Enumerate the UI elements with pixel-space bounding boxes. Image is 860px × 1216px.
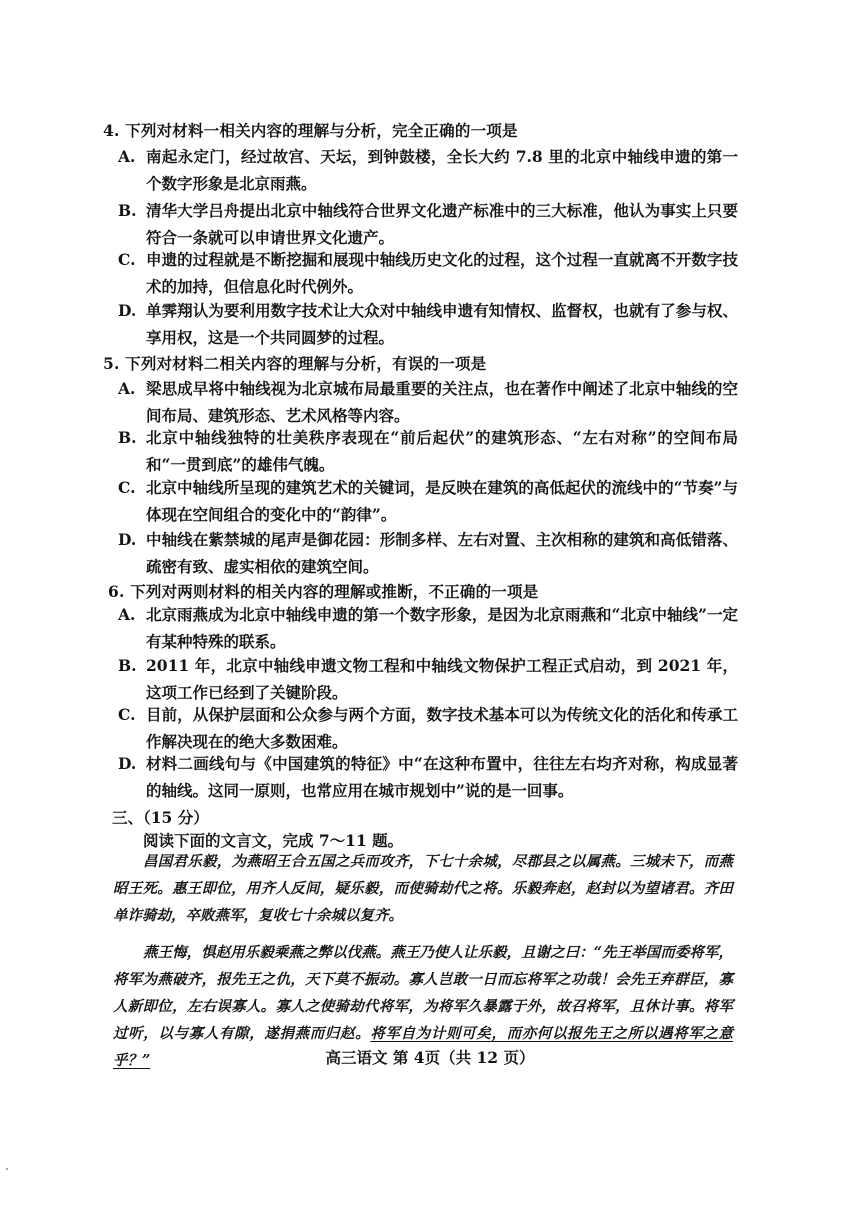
option-label: A. — [118, 147, 136, 166]
option-text: 申遗的过程就是不断挖掘和展现中轴线历史文化的过程，这个过程一直就离不开数字技术的加持，但信息化时代例外。 — [146, 250, 738, 296]
option-text: 清华大学吕舟提出北京中轴线符合世界文化遗产标准中的三大标准，他认为事实上只要符合一条就可以申请世界文化遗产。 — [146, 201, 738, 247]
question-4-option-b[interactable] — [118, 197, 738, 251]
option-label: B. — [118, 656, 137, 675]
option-text: 北京雨燕成为北京中轴线申遗的第一个数字形象，是因为北京雨燕和“北京中轴线”一定有某种特殊的联系。 — [146, 605, 738, 651]
question-6-stem: 6. 下列对两则材料的相关内容的理解或推断，不正确的一项是 — [108, 582, 539, 601]
question-5-option-b[interactable] — [118, 424, 738, 478]
option-label: D. — [118, 301, 137, 320]
underlined-sentence: 将军自为计则可矣，而亦何以报先王之所以遇将军之意乎？” — [113, 1025, 734, 1069]
question-5-option-c[interactable] — [118, 474, 738, 528]
option-label: D. — [118, 754, 137, 773]
option-text: 梁思成早将中轴线视为北京城布局最重要的关注点，也在著作中阐述了北京中轴线的空间布局、建筑形态、艺术风格等内容。 — [146, 379, 738, 425]
option-label: C. — [118, 478, 136, 497]
question-6-option-b[interactable] — [118, 652, 738, 706]
classical-paragraph-2-text: 燕王悔，惧赵用乐毅乘燕之弊以伐燕。燕王乃使人让乐毅，且谢之曰：“先王举国而委将军，将军为燕破齐，报先王之仇，天下莫不振动。寡人岂敢一日而忘将军之功哉！会先王弃群臣，寡人新即位，左右误寡人。寡人之使骑劫代将军，为将军久暴露于外，故召将军，且休计事。将军过听，以与寡人有隙，遂捐燕而归赵。 — [113, 944, 733, 1042]
option-label: A. — [118, 379, 136, 398]
question-6-option-d[interactable] — [118, 750, 738, 804]
question-6-option-a[interactable] — [118, 601, 738, 655]
question-4-option-d[interactable] — [118, 297, 738, 351]
option-label: B. — [118, 201, 137, 220]
question-4-option-a[interactable] — [118, 143, 738, 197]
option-text: 目前，从保护层面和公众参与两个方面，数字技术基本可以为传统文化的活化和传承工作解决现在的绝大多数困难。 — [146, 705, 738, 751]
section-3-heading: 三、（15 分） — [112, 808, 209, 827]
option-text: 2011 年，北京中轴线申遗文物工程和中轴线文物保护工程正式启动，到 2021 年，这项工作已经到了关键阶段。 — [146, 656, 738, 702]
option-label: D. — [118, 530, 137, 549]
classical-paragraph-1: 昌国君乐毅，为燕昭王合五国之兵而攻齐，下七十余城，尽郡县之以属燕。三城未下，而燕昭王死。惠王即位，用齐人反间，疑乐毅，而使骑劫代之将。乐毅奔赵，赵封以为望诸君。齐田单诈骑劫，卒败燕军，复收七十余城以复齐。 — [113, 853, 733, 924]
question-5-option-a[interactable] — [118, 375, 738, 429]
section-3-instruction: 阅读下面的文言文，完成 7～11 题。 — [143, 831, 404, 850]
option-text: 北京中轴线所呈现的建筑艺术的关键词，是反映在建筑的高低起伏的流线中的“节奏”与体现在空间组合的变化中的“韵律”。 — [146, 478, 738, 524]
option-text: 北京中轴线独特的壮美秩序表现在“前后起伏”的建筑形态、“左右对称”的空间布局和“一贯到底”的雄伟气魄。 — [146, 428, 738, 474]
option-text: 单霁翔认为要利用数字技术让大众对中轴线申遗有知情权、监督权，也就有了参与权、享用权，这是一个共同圆梦的过程。 — [146, 301, 738, 347]
question-5-stem: 5. 下列对材料二相关内容的理解与分析，有误的一项是 — [103, 354, 487, 373]
option-label: C. — [118, 705, 136, 724]
option-text: 材料二画线句与《中国建筑的特征》中“在这种布置中，往往左右均齐对称，构成显著的轴线。这同一原则，也常应用在城市规划中”说的是一回事。 — [146, 754, 738, 800]
option-label: B. — [118, 428, 137, 447]
question-4-option-c[interactable] — [118, 246, 738, 300]
option-label: C. — [118, 250, 136, 269]
scan-speck — [6, 1168, 8, 1170]
question-5-option-d[interactable] — [118, 526, 738, 580]
option-text: 南起永定门，经过故宫、天坛，到钟鼓楼，全长大约 7.8 里的北京中轴线申遗的第一个数字形象是北京雨燕。 — [146, 147, 738, 193]
question-4-stem: 4. 下列对材料一相关内容的理解与分析，完全正确的一项是 — [103, 121, 518, 140]
page-footer: 高三语文 第 4页（共 12 页） — [325, 1048, 535, 1067]
question-6-option-c[interactable] — [118, 701, 738, 755]
option-label: A. — [118, 605, 136, 624]
option-text: 中轴线在紫禁城的尾声是御花园：形制多样、左右对置、主次相称的建筑和高低错落、疏密有致、虚实相依的建筑空间。 — [146, 530, 738, 576]
